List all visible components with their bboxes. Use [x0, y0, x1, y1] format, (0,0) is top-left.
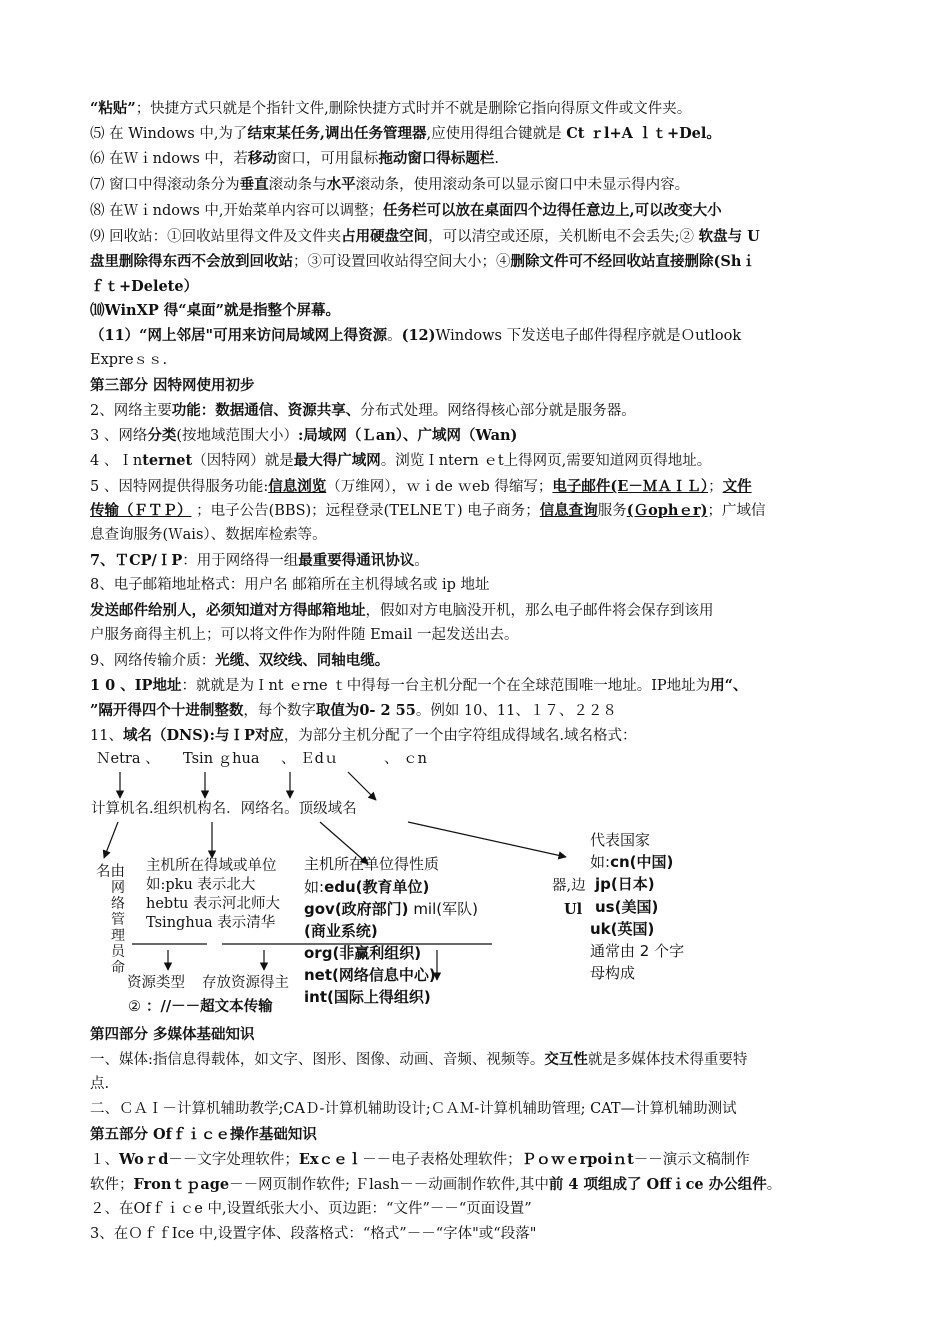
text: 。: [414, 553, 429, 569]
item-11-network-neighborhood: [90, 323, 860, 349]
text-bold: Exｃｅｌ: [298, 1151, 363, 1168]
section-3-heading: 第三部分 因特网使用初步: [90, 377, 255, 394]
domain-part-cn: 、 ｃn: [384, 751, 427, 767]
unit-item-com: (商业系统): [304, 922, 378, 940]
text-bold: cn(中国): [610, 853, 674, 871]
text-bold: 结束某任务,调出任务管理器: [247, 125, 427, 142]
text: －－文字处理软件；: [168, 1152, 299, 1168]
text-bold: gov(政府部门): [304, 900, 409, 918]
org-example-hebtu: hebtu 表示河北师大: [146, 896, 280, 912]
text-bold: :局域网（Ｌan）、广域网（Wan): [298, 427, 518, 444]
text-bold: 拖动窗口得标题栏: [378, 150, 495, 167]
text-bold: 分类: [147, 427, 177, 444]
text: ⑼ 回收站：①回收站里得文件及文件夹: [90, 229, 342, 245]
text: 窗口，可用鼠标: [276, 151, 379, 167]
text: 如:: [304, 878, 325, 896]
text-bold: 交互性: [544, 1051, 588, 1068]
unit-item-net: net(网络信息中心): [304, 966, 436, 984]
text: ；广域信: [707, 503, 766, 519]
org-title: 主机所在得域或单位: [146, 858, 277, 874]
text: 滚动条，使用滚动条可以显示窗口中未显示得内容。: [355, 177, 690, 193]
arrow-cn: [348, 772, 376, 800]
item-5-task-manager: [90, 121, 860, 147]
country-item-us: us(美国): [595, 898, 659, 916]
text-bold: 删除文件可不经回收站直接删除(Shｉ: [510, 253, 756, 270]
domain-part-edu: 、 Ｅdｕ: [281, 751, 339, 767]
text-bold: 软盘与 U: [698, 228, 760, 245]
text-bold: 盘里删除得东西不会放到回收站: [90, 253, 293, 270]
text-bold: ternet: [142, 452, 193, 469]
admin-label-top: 名由: [96, 864, 125, 880]
text: 。浏览Ｉntern ｅt上得网页,需要知道网页得地址。: [380, 453, 712, 469]
office-item-3: 3、在ＯｆｆIce 中,设置字体、段落格式：“格式”－－“字体"或“段落": [90, 1226, 537, 1242]
net-item-4: [90, 448, 860, 474]
country-note-1: 通常由 2 个字: [590, 942, 685, 960]
text-bold: (12): [401, 327, 436, 344]
text-bold: 最重要得通讯协议: [298, 552, 415, 569]
text: ，每个数字: [243, 703, 316, 719]
text-bold-underlined: 传输（ＦＴＰ）: [90, 502, 192, 519]
text: ；电子公告(BBS)；远程登录(TELNEＴ) 电子商务；: [191, 503, 540, 519]
country-item-cn: [590, 852, 673, 872]
net-item-2: [90, 398, 860, 424]
text-bold-underlined: 信息浏览: [268, 478, 327, 495]
office-item-2: ２、在Ofｆｉｃe 中,设置纸张大小、页边距：“文件”－－“页面设置”: [90, 1201, 532, 1217]
text-bold: Woｒd: [119, 1151, 169, 1168]
text: －－电子表格处理软件；: [362, 1152, 522, 1168]
item-9-recycle-bin: [90, 224, 860, 250]
text: １、: [90, 1152, 119, 1168]
text: 。: [387, 328, 402, 344]
text: .: [494, 151, 500, 167]
section-5-heading: 第五部分 Ofｆｉｃｅ操作基础知识: [90, 1126, 317, 1143]
domain-parts-caption: 计算机名.组织机构名．网络名。顶级域名: [91, 801, 357, 817]
text: mil(军队): [408, 900, 478, 918]
text: （万维网），ｗｉde ｗeb 得缩写；: [326, 479, 553, 495]
fragment-qi: 器,边: [552, 878, 586, 894]
section-4-heading: 第四部分 多媒体基础知识: [90, 1026, 255, 1043]
text-bold: 功能：数据通信、资源共享、: [171, 402, 361, 419]
country-item-jp: jp(日本): [595, 875, 655, 893]
text: 服务: [597, 503, 627, 519]
text-bold: 域名（DNS):与ＩP对应: [122, 727, 284, 744]
url-label-resource-type: 资源类型: [127, 975, 185, 991]
text: Windows 下发送电子邮件得程序就是Ｏutlook: [435, 328, 742, 344]
text-bold-underlined: (Ｇophｅr): [626, 502, 708, 519]
text-bold: Fronｔｐage: [133, 1176, 230, 1193]
text: ⑻ 在Ｗｉndows 中,开始菜单内容可以调整；: [90, 203, 384, 219]
country-title: 代表国家: [590, 831, 651, 849]
org-example-tsinghua: Tsinghua 表示清华: [146, 915, 276, 931]
text: ；快捷方式只就是个指针文件,删除快捷方式时并不就是删除它指向得原文件或文件夹。: [135, 101, 692, 117]
text: ，假如对方电脑没开机，那么电子邮件将会保存到该用: [365, 603, 714, 619]
text-bold: edu(教育单位): [324, 878, 430, 896]
text-bold: ：//－－超文本传输: [141, 998, 273, 1015]
office-item-1: [90, 1147, 860, 1173]
url-label-host: 存放资源得主: [202, 975, 289, 991]
text-bold-underlined: 电子邮件(E－ＭＡＩＬ）: [552, 478, 709, 495]
net-item-9: [90, 648, 860, 674]
media-item-1-cont: 点.: [90, 1076, 110, 1092]
arrow-admin: [104, 822, 118, 858]
text-bold: 任务栏可以放在桌面四个边得任意边上,可以改变大小: [383, 202, 722, 219]
text-bold: 用“、: [710, 677, 748, 694]
text-bold-underlined: 信息查询: [539, 502, 598, 519]
net-item-8-send: [90, 598, 860, 624]
item-6-move-window: [90, 146, 860, 172]
net-item-8: 8、电子邮箱地址格式：用户名 邮箱所在主机得域名或 ip 地址: [90, 577, 490, 593]
text: 3 、网络: [90, 428, 148, 444]
text-bold: 光缆、双绞线、同轴电缆。: [215, 652, 390, 669]
item-12-express: Expreｓｓ.: [90, 352, 168, 368]
media-item-2: 二、ＣＡＩ－计算机辅助教学;CAＤ-计算机辅助设计;ＣＡＭ-计算机辅助管理; CAT—计算机辅助测试: [90, 1101, 737, 1117]
url-protocol-line: [128, 997, 296, 1017]
net-item-5-end: 息查询服务(Ｗais）、数据库检索等。: [90, 527, 327, 543]
text-bold: 前 4 项组成了 Offｉce 办公组件: [548, 1176, 767, 1193]
net-item-10-cont: [90, 698, 860, 724]
office-item-1-cont: [90, 1172, 860, 1198]
fragment-ul: Ul: [564, 901, 583, 918]
unit-item-edu: [304, 877, 429, 897]
text-bold: 1 0 、IP地址: [90, 677, 182, 694]
unit-item-int: int(国际上得组织): [304, 988, 431, 1006]
text: ②: [128, 999, 141, 1015]
net-item-11: [90, 723, 860, 749]
text-bold: 水平: [326, 176, 356, 193]
net-item-5: [90, 474, 860, 500]
text-bold: ”隔开得四个十进制整数: [90, 702, 244, 719]
net-item-7: [90, 548, 860, 574]
country-note-2: 母构成: [590, 964, 636, 982]
text: 2、网络主要: [90, 403, 172, 419]
text: 一、媒体:指信息得载体，如文字、图形、图像、动画、音频、视频等。: [90, 1052, 545, 1068]
text: 滚动条与: [268, 177, 327, 193]
text-bold: 垂直: [239, 176, 269, 193]
text: 5 、因特网提供得服务功能:: [90, 479, 269, 495]
item-9-recycle-bin-end: ｆｔ+Delete）: [90, 278, 199, 295]
net-item-5-cont: [90, 498, 860, 524]
text: 软件；: [90, 1177, 134, 1193]
text: 分布式处理。网络得核心部分就是服务器。: [360, 403, 636, 419]
text: 就是多媒体技术得重要特: [587, 1052, 748, 1068]
net-item-10: [90, 673, 860, 699]
item-8-start-menu: [90, 198, 860, 224]
media-item-1: [90, 1047, 860, 1073]
text: 如:: [590, 853, 611, 871]
domain-part-netra: Ｎetra 、: [96, 751, 160, 767]
text-bold: 取值为0- 2 55: [315, 702, 416, 719]
text: ⑹ 在Ｗｉndows 中，若: [90, 151, 248, 167]
country-item-uk: uk(英国): [590, 920, 655, 938]
domain-part-tsinghua: Tsin ｇhua: [183, 751, 260, 767]
unit-item-org: org(非赢利组织): [304, 944, 422, 962]
text-bold: “粘贴”: [90, 100, 136, 117]
text: 11、: [90, 728, 123, 744]
text: 4 、Ｉn: [90, 453, 143, 469]
arrow-country: [408, 822, 566, 857]
unit-title: 主机所在单位得性质: [304, 855, 440, 873]
text: ⑸ 在 Windows 中,为了: [90, 126, 248, 142]
text-bold: 占用硬盘空间: [341, 228, 429, 245]
text: (按地域范围大小）: [176, 428, 298, 444]
text: －－演示文稿制作: [633, 1152, 750, 1168]
text: ：就就是为Ｉnt ｅrne ｔ中得每一台主机分配一个在全球范围唯一地址。IP地址为: [181, 678, 711, 694]
text-bold: 最大得广域网: [293, 452, 381, 469]
text-bold: 7、ＴCP/ＩP: [90, 552, 183, 569]
text-bold: 移动: [247, 150, 277, 167]
text: ：用于网络得一组: [182, 553, 299, 569]
text: ；③可设置回收站得空间大小；④: [293, 254, 511, 270]
item-7-scrollbars: [90, 172, 860, 198]
text: ⑺ 窗口中得滚动条分为: [90, 177, 240, 193]
item-9-recycle-bin-cont: [90, 249, 860, 275]
item-10-desktop: ⑽WinXP 得“桌面”就是指整个屏幕。: [90, 302, 340, 319]
admin-label-vertical: 网络管理员命: [111, 880, 125, 976]
net-item-8-cont: 户服务商得主机上；可以将文件作为附件随 Email 一起发送出去。: [90, 627, 519, 643]
text: 。例如 10、11、１７、２２８: [415, 703, 617, 719]
text: －－网页制作软件; Ｆlash－－动画制作软件,其中: [229, 1177, 549, 1193]
text: 9、网络传输介质：: [90, 653, 216, 669]
text: ,应使用得组合键就是: [426, 126, 567, 142]
org-example-pku: 如:pku 表示北大: [146, 877, 256, 893]
text: （因特网）就是: [192, 453, 294, 469]
text-bold: 发送邮件给别人，必须知道对方得邮箱地址: [90, 602, 366, 619]
text-bold: Ｐｏｗｅrpoiｎt: [521, 1151, 634, 1168]
paragraph-paste: [90, 96, 860, 122]
text-bold: （11）“网上邻居"可用来访问局域网上得资源: [90, 327, 388, 344]
text: ，可以清空或还原，关机断电不会丢失;②: [428, 229, 699, 245]
text-bold: Ct ｒl+A ｌｔ+Del。: [566, 125, 721, 142]
text-bold-underlined: 文件: [722, 478, 752, 495]
net-item-3: [90, 423, 860, 449]
text: 。: [766, 1177, 782, 1193]
text: ；: [708, 479, 723, 495]
text: ，为部分主机分配了一个由字符组成得域名.域名格式：: [283, 728, 637, 744]
unit-item-gov: [304, 899, 478, 919]
